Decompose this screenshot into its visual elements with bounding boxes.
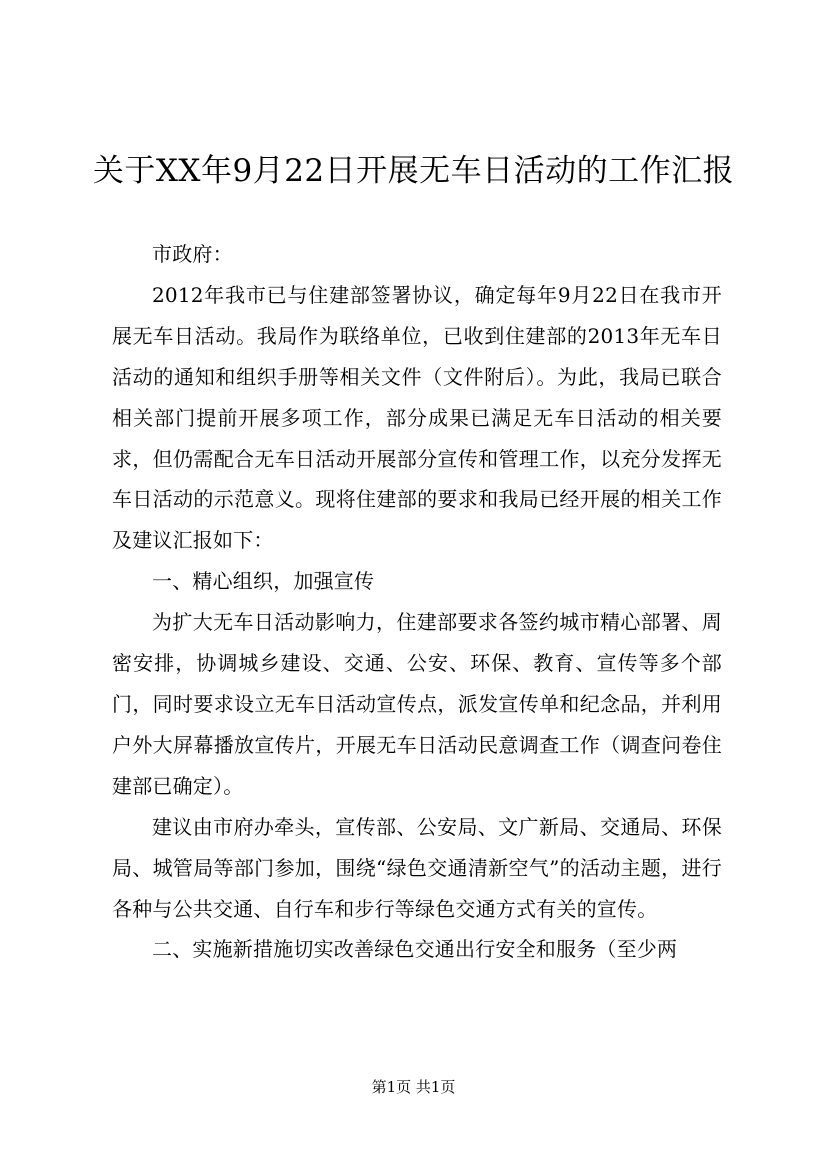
paragraph-intro: 2012年我市已与住建部签署协议，确定每年9月22日在我市开展无车日活动。我局作为联络单位，已收到住建部的2013年无车日活动的通知和组织手册等相关文件（文件附后）。为此，我局已联合相关部门提前开展多项工作，部分成果已满足无车日活动的相关要求，但仍需配合无车日活动开展部分宣传和管理工作，以充分发挥无车日活动的示范意义。现将住建部的要求和我局已经开展的相关工作及建议汇报如下： [112,282,722,553]
document-body [112,234,722,970]
section-heading-1: 一、精心组织，加强宣传 [152,569,375,594]
document-title: 关于XX年9月22日开展无车日活动的工作汇报 [92,153,735,189]
paragraph-requirements: 为扩大无车日活动影响力，住建部要求各签约城市精心部署、周密安排，协调城乡建设、交通、公安、环保、教育、宣传等多个部门，同时要求设立无车日活动宣传点，派发宣传单和纪念品，并利用户外大屏幕播放宣传片，开展无车日活动民意调查工作（调查问卷住建部已确定）。 [112,610,722,798]
page-number: 第1页 共1页 [371,1078,456,1096]
paragraph-suggestion: 建议由市府办牵头，宣传部、公安局、文广新局、交通局、环保局、城管局等部门参加，围绕“绿色交通清新空气”的活动主题，进行各种与公共交通、自行车和步行等绿色交通方式有关的宣传。 [112,814,722,921]
section-heading-2: 二、实施新措施切实改善绿色交通出行安全和服务（至少两 [152,937,678,962]
salutation: 市政府： [152,242,233,266]
